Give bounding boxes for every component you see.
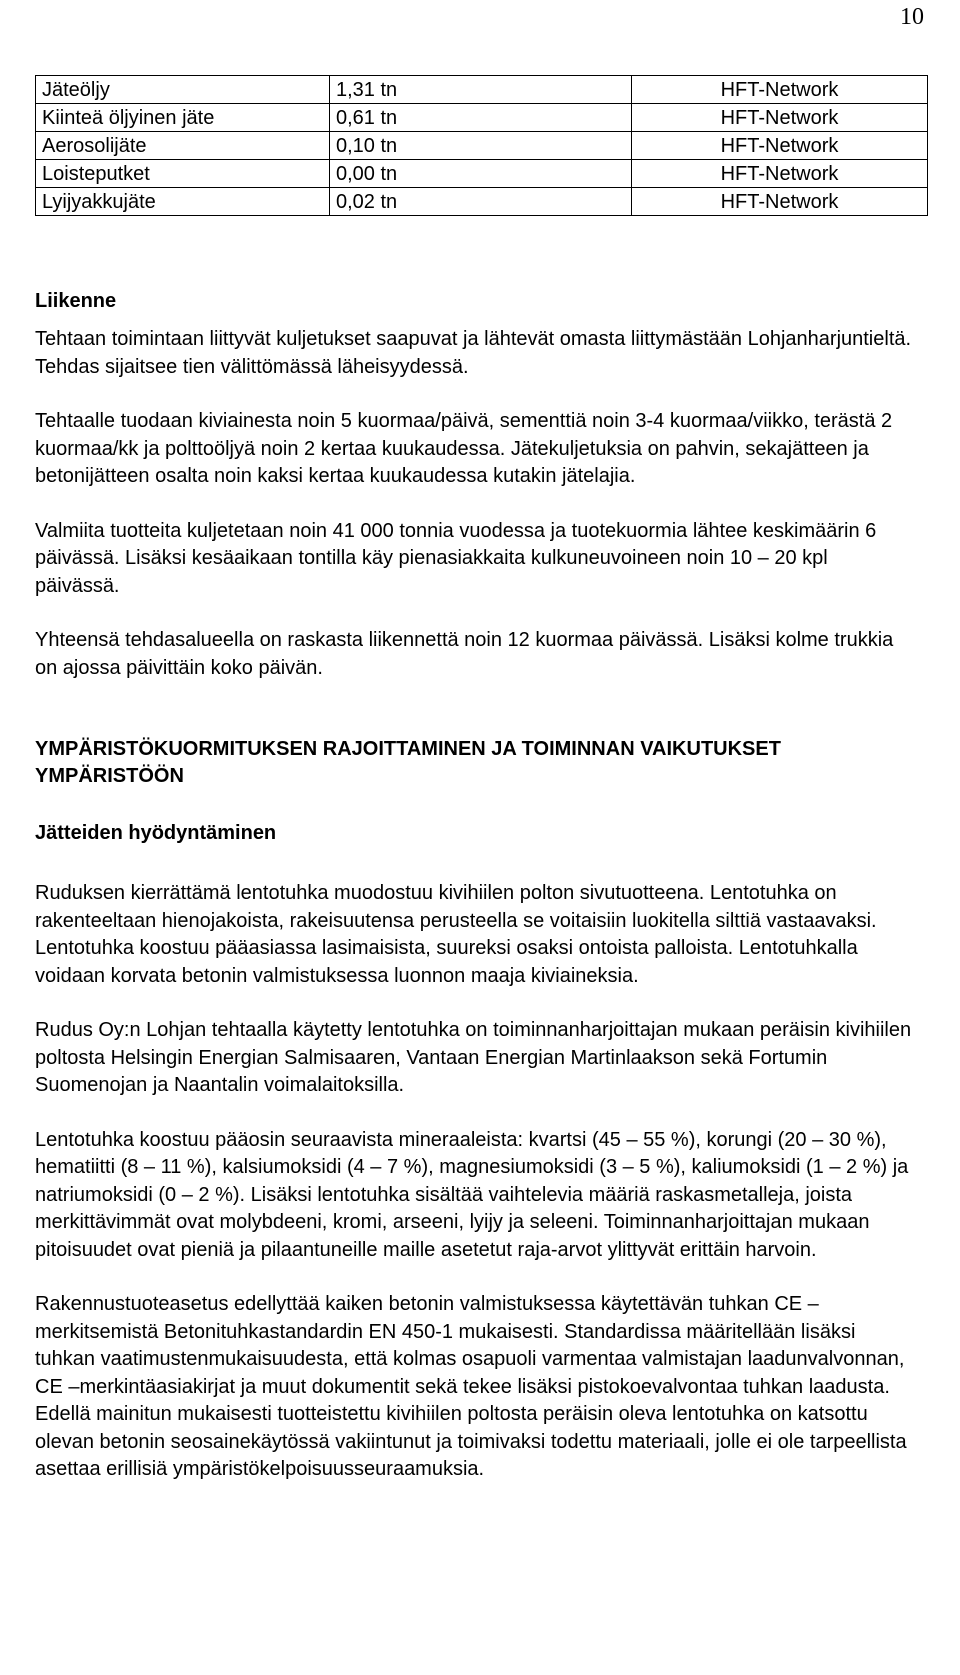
waste-amount-cell: 0,00 tn: [330, 160, 632, 188]
waste-type-cell: Loisteputket: [36, 160, 330, 188]
table-row: [36, 188, 928, 216]
paragraph: Ruduksen kierrättämä lentotuhka muodostuu kivihiilen polton sivutuotteena. Lentotuhka on rakenteeltaan hienojakoista, rakeisuutensa perusteella se voitaisiin luokitella silttiä vastaavaksi. Lentotuhka koostuu pääasiassa lasimaisista, suureksi osaksi ontoista palloista. Lentotuhkalla voidaan korvata betonin valmistuksessa luonnon maaja kiviaineksia.: [35, 882, 877, 987]
paragraph: Yhteensä tehdasalueella on raskasta liikennettä noin 12 kuormaa päivässä. Lisäksi kolme trukkia on ajossa päivittäin koko päivän.: [35, 629, 894, 679]
paragraph: Tehtaan toimintaan liittyvät kuljetukset saapuvat ja lähtevät omasta liittymästään Lohjanharjuntieltä. Tehdas sijaitsee tien välittömässä läheisyydessä.: [35, 328, 912, 378]
waste-amount-cell: 0,61 tn: [330, 104, 632, 132]
waste-table: [35, 75, 928, 216]
waste-amount-cell: 0,10 tn: [330, 132, 632, 160]
waste-handler-cell: HFT-Network: [632, 132, 928, 160]
section-heading: YMPÄRISTÖKUORMITUKSEN RAJOITTAMINEN JA TOIMINNAN VAIKUTUKSET YMPÄRISTÖÖN: [35, 738, 781, 787]
waste-amount-cell: 1,31 tn: [330, 76, 632, 104]
waste-handler-cell: HFT-Network: [632, 104, 928, 132]
table-row: [36, 104, 928, 132]
waste-amount-cell: 0,02 tn: [330, 188, 632, 216]
paragraph: Lentotuhka koostuu pääosin seuraavista mineraaleista: kvartsi (45 – 55 %), korungi (20 – 30 %), hematiitti (8 – 11 %), kalsiumoksidi (4 – 7 %), magnesiumoksidi (3 – 5 %), kaliumoksidi (1 – 2 %) ja natriumoksidi (0 – 2 %). Lisäksi lentotuhka sisältää vaihtelevia määriä raskasmetalleja, joista merkittävimmät ovat molybdeeni, kromi, arseeni, lyijy ja seleeni. Toiminnanharjoittajan mukaan pitoisuudet ovat pieniä ja pilaantuneille maille asetetut raja-arvot ylittyvät erittäin harvoin.: [35, 1128, 909, 1261]
waste-type-cell: Lyijyakkujäte: [36, 188, 330, 216]
page-number: 10: [900, 4, 924, 30]
waste-handler-cell: HFT-Network: [632, 188, 928, 216]
paragraph: Tehtaalle tuodaan kiviainesta noin 5 kuormaa/päivä, sementtiä noin 3-4 kuormaa/viikko, terästä 2 kuormaa/kk ja polttoöljyä noin 2 kertaa kuukaudessa. Jätekuljetuksia on pahvin, sekajätteen ja betonijätteen osalta noin kaksi kertaa kuukaudessa kutakin jätelajia.: [35, 410, 893, 487]
table-row: [36, 160, 928, 188]
waste-type-cell: Jäteöljy: [36, 76, 330, 104]
section-subheading: Jätteiden hyödyntäminen: [35, 822, 277, 844]
waste-type-cell: Aerosolijäte: [36, 132, 330, 160]
waste-type-cell: Kiinteä öljyinen jäte: [36, 104, 330, 132]
paragraph: Valmiita tuotteita kuljetetaan noin 41 000 tonnia vuodessa ja tuotekuormia lähtee keskimäärin 6 päivässä. Lisäksi kesäaikaan tontilla käy pienasiakkaita kulkuneuvoineen noin 10 – 20 kpl päivässä.: [35, 519, 877, 597]
paragraph: Rakennustuoteasetus edellyttää kaiken betonin valmistuksessa käytettävän tuhkan CE – merkitsemistä Betonituhkastandardin EN 450-1 mukaisesti. Standardissa määritellään lisäksi tuhkan vaatimustenmukaisuudesta, että kolmas osapuoli varmentaa valmistajan laadunvalvonnan, CE –merkintäasiakirjat ja muut dokumentit sekä tekee lisäksi pistokoevalvontaa tuhkan laadusta. Edellä mainitun mukaisesti tuotteistettu kivihiilen poltosta peräisin oleva lentotuhka on katsottu olevan betonin seosainekäytössä vakiintunut ja toimivaksi todettu materiaali, jolle ei ole tarpeellista asettaa erillisiä ympäristökelpoisuusseuraamuksia.: [35, 1293, 907, 1480]
table-row: [36, 76, 928, 104]
waste-handler-cell: HFT-Network: [632, 160, 928, 188]
paragraph: Rudus Oy:n Lohjan tehtaalla käytetty lentotuhka on toiminnanharjoittajan mukaan peräisin kivihiilen poltosta Helsingin Energian Salmisaaren, Vantaan Energian Martinlaakson sekä Fortumin Suomenojan ja Naantalin voimalaitoksilla.: [35, 1019, 912, 1096]
waste-handler-cell: HFT-Network: [632, 76, 928, 104]
table-row: [36, 132, 928, 160]
liikenne-heading: Liikenne: [35, 290, 117, 312]
waste-table-body: [36, 76, 928, 216]
document-content: [35, 288, 915, 1511]
